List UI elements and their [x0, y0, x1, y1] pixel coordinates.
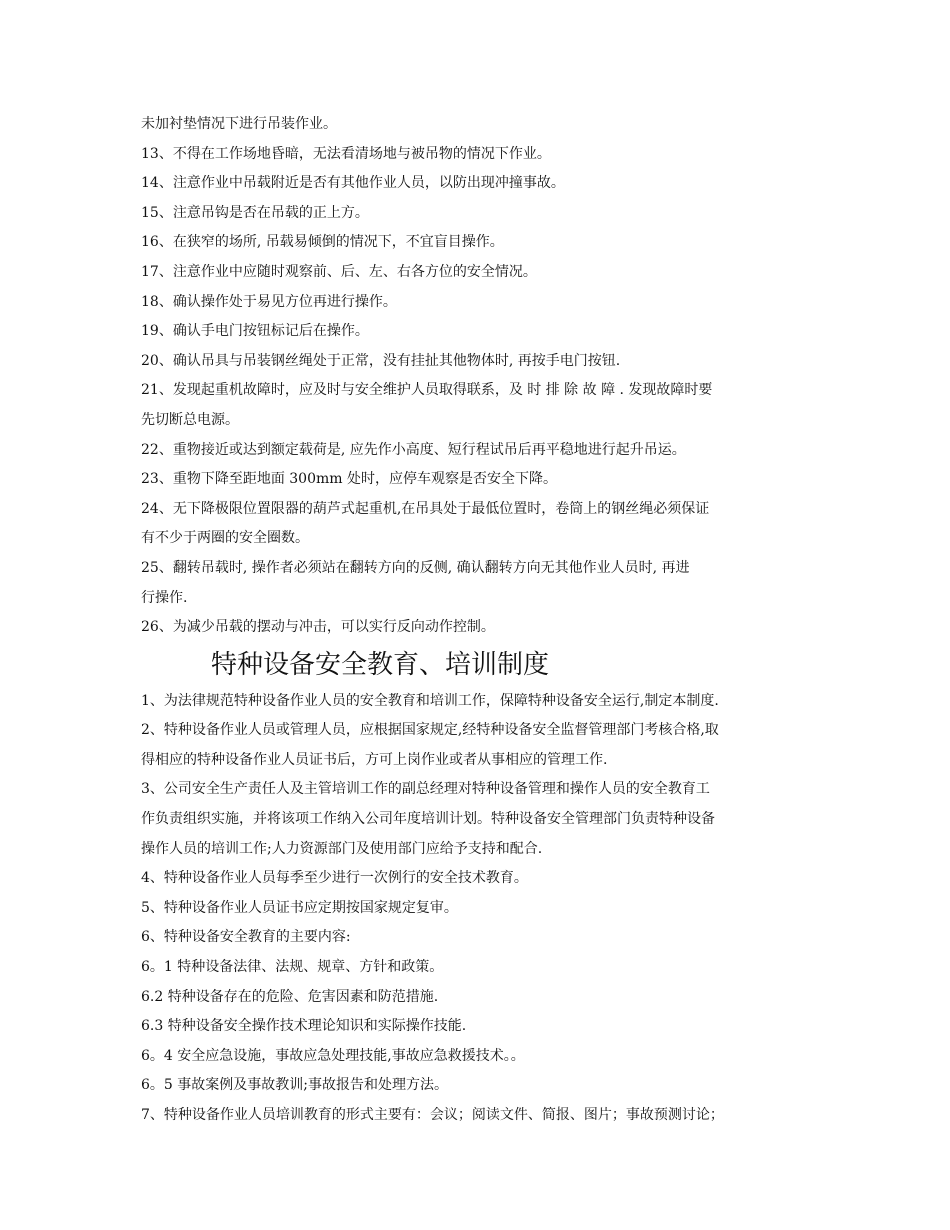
text-line: 7、特种设备作业人员培训教育的形式主要有：会议；阅读文件、简报、图片；事故预测讨论；	[141, 1107, 724, 1123]
text-line: 行操作.	[141, 589, 188, 606]
text-line: 21、发现起重机故障时，应及时与安全维护人员取得联系，及 时 排 除 故 障 . 发现故障时要	[141, 382, 713, 399]
text-line: 22、重物接近或达到额定载荷是, 应先作小高度、短行程试吊后再平稳地进行起升吊运。	[141, 441, 686, 458]
text-line: 26、为减少吊载的摆动与冲击，可以实行反向动作控制。	[141, 619, 495, 636]
text-line: 20、确认吊具与吊装钢丝绳处于正常，没有挂扯其他物体时, 再按手电门按钮.	[141, 352, 621, 369]
text-line: 15、注意吊钩是否在吊载的正上方。	[141, 204, 369, 221]
text-line: 16、在狭窄的场所, 吊载易倾倒的情况下，不宜盲目操作。	[141, 234, 504, 251]
text-line: 23、重物下降至距地面 300mm 处时，应停车观察是否安全下降。	[141, 471, 557, 488]
text-line: 有不少于两圈的安全圈数。	[141, 530, 309, 547]
text-line: 作负责组织实施，并将该项工作纳入公司年度培训计划。特种设备安全管理部门负责特种设备	[141, 811, 715, 828]
text-line: 14、注意作业中吊载附近是否有其他作业人员，以防出现冲撞事故。	[141, 175, 565, 192]
text-line: 未加衬垫情况下进行吊装作业。	[141, 116, 337, 132]
text-line: 得相应的特种设备作业人员证书后，方可上岗作业或者从事相应的管理工作.	[141, 751, 608, 768]
text-line: 24、无下降极限位置限器的葫芦式起重机,在吊具处于最低位置时，卷筒上的钢丝绳必须保证	[141, 500, 710, 517]
text-line: 1、为法律规范特种设备作业人员的安全教育和培训工作，保障特种设备安全运行,制定本制度.	[141, 692, 719, 709]
text-line: 18、确认操作处于易见方位再进行操作。	[141, 293, 397, 310]
text-line: 6、特种设备安全教育的主要内容:	[141, 929, 351, 946]
document-body	[141, 110, 813, 1131]
text-line: 6。5 事故案例及事故教训;事故报告和处理方法。	[141, 1077, 448, 1094]
text-line: 25、翻转吊载时, 操作者必须站在翻转方向的反侧, 确认翻转方向无其他作业人员时, 再进	[141, 559, 690, 576]
text-line: 6.2 特种设备存在的危险、危害因素和防范措施.	[141, 988, 439, 1005]
text-line: 6.3 特种设备安全操作技术理论知识和实际操作技能.	[141, 1018, 467, 1035]
text-line: 5、特种设备作业人员证书应定期按国家规定复审。	[141, 899, 458, 916]
text-line: 先切断总电源。	[141, 411, 239, 428]
training-system-rules	[141, 687, 813, 1131]
text-line: 2、特种设备作业人员或管理人员，应根据国家规定,经特种设备安全监督管理部门考核合格,取	[141, 722, 719, 739]
text-line: 6。1 特种设备法律、法规、规章、方针和政策。	[141, 959, 444, 976]
text-line: 13、不得在工作场地昏暗，无法看清场地与被吊物的情况下作业。	[141, 145, 551, 162]
text-line: 6。4 安全应急设施，事故应急处理技能,事故应急救援技术。。	[141, 1047, 525, 1064]
text-line: 19、确认手电门按钮标记后在操作。	[141, 323, 369, 340]
section-heading: 特种设备安全教育、培训制度	[211, 649, 550, 680]
text-line: 4、特种设备作业人员每季至少进行一次例行的安全技术教育。	[141, 870, 528, 887]
text-line: 3、公司安全生产责任人及主管培训工作的副总经理对特种设备管理和操作人员的安全教育工	[141, 781, 710, 798]
text-line: 17、注意作业中应随时观察前、后、左、右各方位的安全情况。	[141, 263, 537, 280]
text-line: 操作人员的培训工作;人力资源部门及使用部门应给予支持和配合.	[141, 840, 543, 857]
crane-operation-rules	[141, 110, 813, 643]
